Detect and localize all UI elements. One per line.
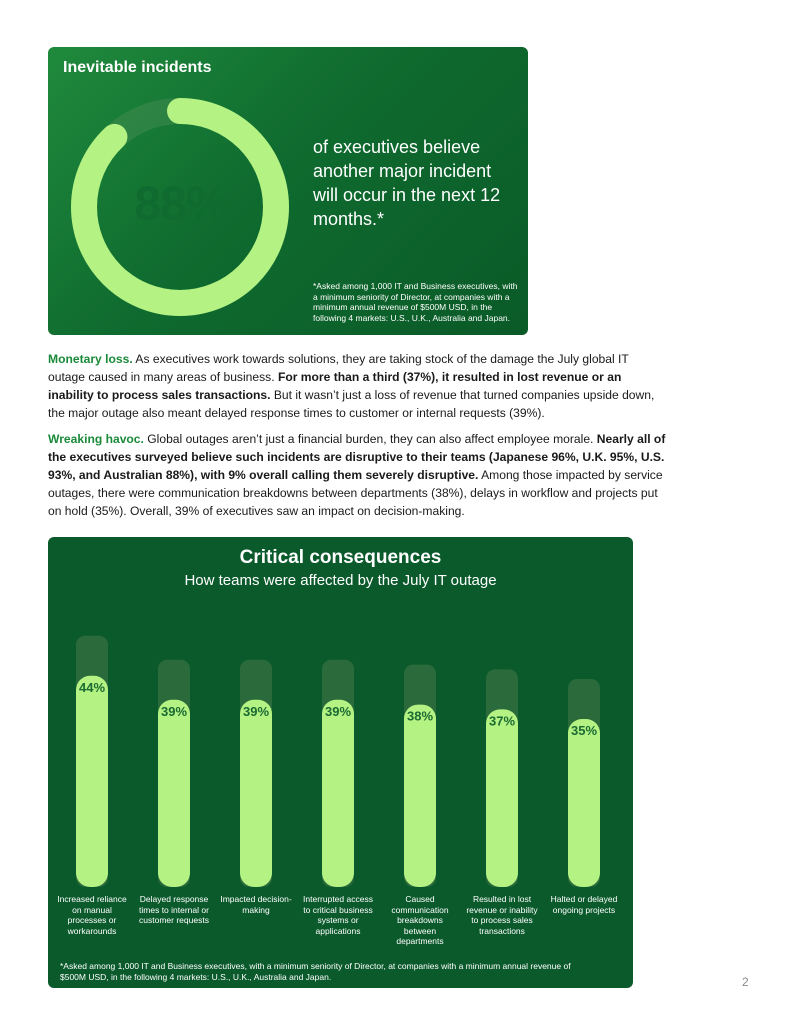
chart-subtitle: How teams were affected by the July IT outage	[184, 572, 497, 589]
bar-value-label: 37%	[488, 713, 516, 729]
chart-title: Critical consequences	[239, 547, 442, 568]
bar	[76, 676, 108, 887]
incidents-statement: of executives believe another major incident will occur in the next 12 months.*	[313, 137, 501, 229]
category-label: Impacted decision-making	[220, 894, 292, 915]
paragraph-lead: Monetary loss.	[48, 352, 133, 366]
bar-value-label: 39%	[324, 703, 352, 719]
bar	[158, 700, 190, 887]
bar-value-label: 39%	[160, 703, 188, 719]
bar-value-label: 38%	[406, 708, 434, 724]
inevitable-incidents-card	[48, 47, 528, 335]
bar	[240, 700, 272, 887]
category-label: Increased reliance on manual processes or workarounds	[57, 894, 127, 936]
bar-value-label: 44%	[78, 679, 106, 695]
critical-consequences-card	[48, 537, 633, 988]
category-label: Interrupted access to critical business systems or applications	[303, 894, 373, 936]
paragraph-text: Among those impacted by service outages, there were communication breakdowns between departments (38%), delays in workflow and projects put on hold (35%). Overall, 39% of executives saw an impact on decision-making.	[48, 468, 663, 518]
incidents-percent: 88%	[134, 178, 228, 231]
paragraph-lead: Wreaking havoc.	[48, 432, 144, 446]
monetary-loss-paragraph	[48, 350, 668, 422]
bar	[404, 705, 436, 887]
bar-value-label: 35%	[570, 723, 598, 738]
bar	[322, 700, 354, 887]
incidents-footnote: *Asked among 1,000 IT and Business executives, with a minimum seniority of Director, at companies with a minimum annual revenue of $500M USD, in the following 4 markets: U.S., U.K., Australia and Japan.	[313, 281, 518, 323]
paragraph-bold: For more than a third (37%), it resulted in lost revenue or an inability to process sales transactions.	[48, 370, 622, 402]
paragraph-text: As executives work towards solutions, they are taking stock of the damage the July global IT outage caused in many areas of business.	[48, 352, 629, 384]
wreaking-havoc-paragraph	[48, 430, 668, 520]
bar	[486, 709, 518, 887]
category-label: Resulted in lost revenue or inability to process sales transactions	[466, 894, 538, 936]
bar-value-label: 39%	[242, 703, 270, 719]
chart-footnote: *Asked among 1,000 IT and Business executives, with a minimum seniority of Director, at companies with a minimum annual revenue of $500M USD, in the following 4 markets: U.S., U.K., Australia and Japan.	[60, 961, 571, 982]
bar	[568, 719, 600, 887]
incidents-card-title: Inevitable incidents	[63, 59, 212, 76]
category-label: Halted or delayed ongoing projects	[550, 894, 618, 915]
category-label: Caused communication breakdowns between departments	[391, 894, 449, 946]
category-label: Delayed response times to internal or customer requests	[139, 894, 209, 925]
paragraph-text: Global outages aren’t just a financial burden, they can also affect employee morale.	[143, 432, 597, 446]
paragraph-bold: Nearly all of the executives surveyed believe such incidents are disruptive to their teams (Japanese 96%, U.K. 95%, U.S. 93%, and Australian 88%), with 9% overall calling them severely disruptive.	[48, 432, 666, 482]
paragraph-text: But it wasn’t just a loss of revenue that turned companies upside down, the major outage also meant delayed response times to customer or internal requests (39%).	[48, 388, 655, 420]
page-number: 2	[742, 975, 749, 989]
